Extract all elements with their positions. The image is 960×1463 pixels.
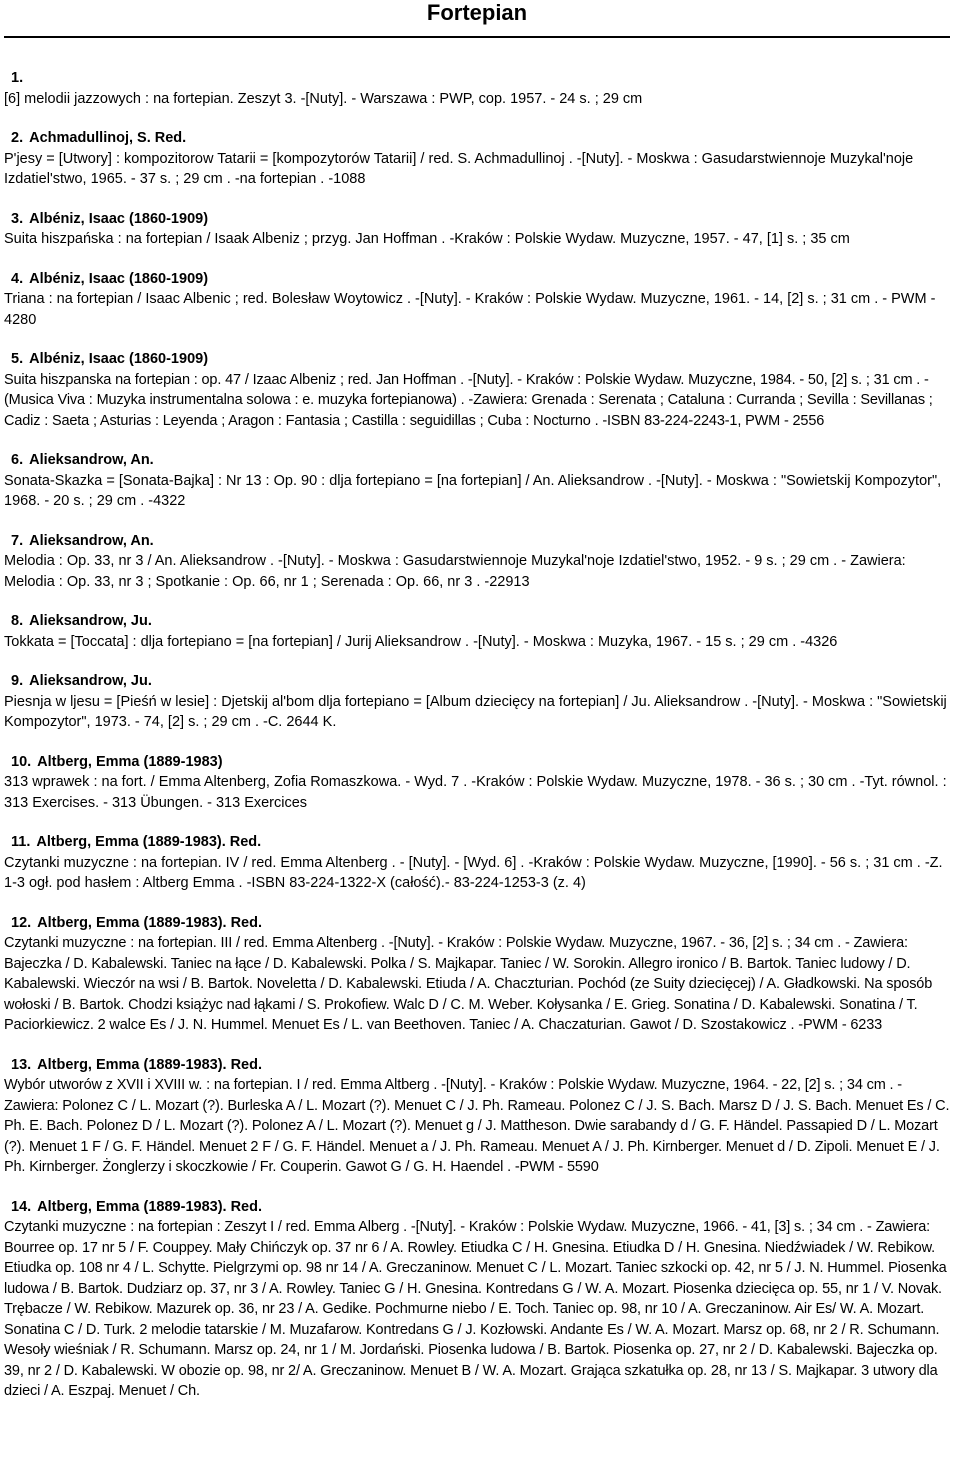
entry-author: Altberg, Emma (1889-1983). Red. <box>36 834 262 850</box>
entry-description: Melodia : Op. 33, nr 3 / An. Alieksandrow . -[Nuty]. - Moskwa : Gasudarstwiennoje Muzykal'noje Izdatiel'stwo, 1952. - 9 s. ; 29 cm . - Zawiera: Melodia : Op. 33, nr 3 ; Spotkanie : Op. 66, nr 1 ; Serenada : Op. 66, nr 3 . -22913 <box>4 553 906 590</box>
list-item <box>4 832 956 894</box>
page-title: Fortepian <box>426 0 528 25</box>
entry-description: Triana : na fortepian / Isaac Albenic ; red. Bolesław Woytowicz . -[Nuty]. - Kraków : Polskie Wydaw. Muzyczne, 1961. - 14, [2] s. ; 31 cm . - PWM - 4280 <box>4 291 936 328</box>
entry-number: 2. <box>11 130 24 146</box>
entry-author: Altberg, Emma (1889-1983). Red. <box>37 914 263 931</box>
entry-author: Altberg, Emma (1889-1983). Red. <box>37 1056 263 1073</box>
entry-description: Tokkata = [Toccata] : dlja fortepiano = [na fortepian] / Jurij Alieksandrow . -[Nuty]. - Moskwa : Muzyka, 1967. - 15 s. ; 29 cm . -4326 <box>4 633 838 650</box>
list-item <box>4 450 956 512</box>
entry-heading <box>4 68 956 89</box>
entry-number: 9. <box>11 673 24 689</box>
entry-author: Altberg, Emma (1889-1983). Red. <box>37 1198 263 1215</box>
list-item <box>4 128 956 190</box>
list-item <box>4 1055 956 1178</box>
entry-heading <box>4 832 956 853</box>
entry-heading <box>4 671 956 692</box>
entry-author: Altberg, Emma (1889-1983) <box>37 753 223 770</box>
entry-author: Alieksandrow, An. <box>29 532 154 549</box>
entry-number: 7. <box>11 532 24 549</box>
entry-heading <box>4 269 956 290</box>
list-item <box>4 349 956 431</box>
entry-heading <box>4 531 956 552</box>
entry-author: Alieksandrow, Ju. <box>29 613 152 629</box>
entry-author: Albéniz, Isaac (1860-1909) <box>29 351 209 367</box>
entry-heading <box>4 752 956 773</box>
entry-description: Suita hiszpańska : na fortepian / Isaak Albeniz ; przyg. Jan Hoffman . -Kraków : Polskie Wydaw. Muzyczne, 1957. - 47, [1] s. ; 35 cm <box>4 231 850 247</box>
entry-author: Albéniz, Isaac (1860-1909) <box>29 270 209 287</box>
entry-description: Suita hiszpanska na fortepian : op. 47 / Izaac Albeniz ; red. Jan Hoffman . -[Nuty]. - Kraków : Polskie Wydaw. Muzyczne, 1984. - 50, [2] s. ; 31 cm . -(Musica Viva : Muzyka instrumentalna solowa : e. muzyka fortepianowa) . -Zawiera: Grenada : Serenata ; Cataluna : Curranda ; Sevilla : Sevillanas ; Cadiz : Saeta ; Asturias : Leyenda ; Aragon : Fantasia ; Castilla : seguidillas ; Cuba : Nocturno . -ISBN 83-224-2243-1, PWM - 2556 <box>4 371 933 429</box>
entry-heading <box>4 450 956 471</box>
list-item <box>4 209 956 250</box>
entry-description: Czytanki muzyczne : na fortepian. IV / red. Emma Altenberg . - [Nuty]. - [Wyd. 6] . -Kraków : Polskie Wydaw. Muzyczne, [1990]. - 56 s. ; 31 cm . -Z. 1-3 ogł. pod hasłem : Altberg Emma . -ISBN 83-224-1322-X (całość).- 83-224-1253-3 (z. 4) <box>4 854 943 891</box>
entry-number: 12. <box>11 914 32 931</box>
list-item <box>4 531 956 593</box>
entry-number: 5. <box>11 351 24 367</box>
entry-number: 6. <box>11 452 24 468</box>
entry-number: 8. <box>11 613 24 629</box>
entry-number: 11. <box>11 834 31 850</box>
entry-author: Alieksandrow, An. <box>29 452 154 468</box>
entry-number: 14. <box>11 1198 32 1215</box>
list-item <box>4 269 956 331</box>
entry-heading <box>4 611 956 632</box>
entry-number: 13. <box>11 1056 32 1073</box>
entry-author: Alieksandrow, Ju. <box>29 673 152 689</box>
entry-number: 3. <box>11 210 24 227</box>
list-item <box>4 1197 956 1402</box>
title-row <box>4 0 950 38</box>
entry-description: Piesnja w ljesu = [Pieśń w lesie] : Djetskij al'bom dlja fortepiano = [Album dziecięcy na fortepian] / Ju. Alieksandrow . -[Nuty]. - Moskwa : "Sowietskij Kompozytor", 1973. - 74, [2] s. ; 29 cm . -C. 2644 K. <box>4 693 947 730</box>
entry-heading <box>4 128 956 149</box>
entry-heading <box>4 1197 956 1218</box>
entry-description: 313 wprawek : na fort. / Emma Altenberg, Zofia Romaszkowa. - Wyd. 7 . -Kraków : Polskie Wydaw. Muzyczne, 1978. - 36 s. ; 30 cm . -Tyt. równol. : 313 Exercises. - 313 Übungen. - 313 Exercices <box>4 774 947 811</box>
entry-number: 4. <box>11 270 24 287</box>
entry-heading <box>4 349 956 370</box>
list-item <box>4 913 956 1036</box>
entry-description: Czytanki muzyczne : na fortepian : Zeszyt I / red. Emma Alberg . -[Nuty]. - Kraków : Polskie Wydaw. Muzyczne, 1966. - 41, [3] s. ; 34 cm . - Zawiera: Bourree op. 17 nr 5 / F. Couppey. Mały Chińczyk op. 37 nr 6 / A. Rowley. Etiudka C / H. Gnesina. Etiudka D / H. Gnesina. Niedźwiadek / W. Rebikow. Etiudka op. 108 nr 4 / L. Schytte. Pielgrzymi op. 98 nr 14 / A. Greczaninow. Menuet C / L. Mozart. Taniec szkocki op. 42, nr 5 / J. N. Hummel. Piosenka ludowa / B. Bartok. Dudziarz op. 37, nr 3 / A. Rowley. Taniec G / H. Gnesina. Kontredans G / W. A. Mozart. Piosenka dziecięca op. 55, nr 1 / V. Novak. Trębacze / W. Rebikow. Mazurek op. 36, nr 23 / A. Gedike. Pochmurne niebo / E. Toch. Taniec op. 98, nr 10 / A. Greczaninow. Air Es/ W. A. Mozart. Sonatina C / D. Turk. 2 melodie tatarskie / M. Muzafarow. Kontredans G / J. Kozłowski. Andante Es / W. A. Mozart. Marsz op. 68, nr 2 / R. Schumann. Wesoły wieśniak / R. Schumann. Marsz op. 24, nr 1 / M. Jordański. Piosenka ludowa / B. Bartok. Piosenka op. 27, nr 2 / D. Kabalewski. Bajeczka op. 39, nr 2 / D. Kabalewski. W obozie op. 98, nr 2/ A. Greczaninow. Menuet B / W. A. Mozart. Grająca szkatułka op. 28, nr 13 / S. Majkapar. 3 utwory dla dzieci / A. Eszpaj. Menuet / Ch. <box>4 1219 947 1399</box>
list-item <box>4 68 956 109</box>
entry-author: Albéniz, Isaac (1860-1909) <box>29 210 209 227</box>
entry-description: P'jesy = [Utwory] : kompozitorow Tatarii = [kompozytorów Tatarii] / red. S. Achmadullinoj . -[Nuty]. - Moskwa : Gasudarstwiennoje Muzykal'noje Izdatiel'stwo, 1965. - 37 s. ; 29 cm . -na fortepian . -1088 <box>4 150 914 187</box>
entry-heading <box>4 1055 956 1076</box>
entry-description: [6] melodii jazzowych : na fortepian. Zeszyt 3. -[Nuty]. - Warszawa : PWP, cop. 1957. - 24 s. ; 29 cm <box>4 90 643 107</box>
entry-author: Achmadullinoj, S. Red. <box>29 130 187 146</box>
entry-heading <box>4 209 956 230</box>
entry-description: Czytanki muzyczne : na fortepian. III / red. Emma Altenberg . -[Nuty]. - Kraków : Polskie Wydaw. Muzyczne, 1967. - 36, [2] s. ; 34 cm . - Zawiera: Bajeczka / D. Kabalewski. Taniec na łące / D. Kabalewski. Polka / S. Majkapar. Taniec / W. Sorokin. Allegro ironico / B. Bartok. Taniec ludowy / D. Kabalewski. Wieczór na wsi / B. Bartok. Noveletta / D. Kabalewski. Etiuda / A. Chaczturian. Pochód (ze Suity dziecięcej) / A. Gładkowski. Na sposób wołoski / B. Bartok. Chodzi książyc nad łąkami / S. Prokofiew. Walc D / C. M. Weber. Kołysanka / E. Grieg. Sonatina / D. Kabalewski. Sonatina / T. Paciorkiewicz. 2 walce Es / J. N. Hummel. Menuet Es / L. van Beethoven. Taniec / A. Chaczaturian. Gawot / D. Szostakowicz . -PWM - 6233 <box>4 935 933 1033</box>
list-item <box>4 671 956 733</box>
entry-list <box>4 68 956 1402</box>
entry-number: 10. <box>11 753 32 770</box>
entry-heading <box>4 913 956 934</box>
entry-number: 1. <box>11 70 24 86</box>
entry-description: Wybór utworów z XVII i XVIII w. : na fortepian. I / red. Emma Altberg . -[Nuty]. - Kraków : Polskie Wydaw. Muzyczne, 1964. - 22, [2] s. ; 34 cm . -Zawiera: Polonez C / L. Mozart (?). Burleska A / L. Mozart (?). Menuet C / J. Ph. Rameau. Polonez C / J. S. Bach. Marsz D / J. S. Bach. Menuet Es / C. Ph. E. Bach. Polonez D / L. Mozart (?). Polonez A / L. Mozart (?). Menuet g / J. Mattheson. Dwie sarabandy d / G. F. Händel. Passapied D / L. Mozart (?). Menuet 1 F / G. F. Händel. Menuet 2 F / G. F. Händel. Menuet a / J. Ph. Rameau. Menuet A / J. Ph. Kirnberger. Menuet d / D. Zipoli. Menuet E / J. Ph. Kirnberger. Żonglerzy i skoczkowie / Fr. Couperin. Gawot G / G. H. Haendel . -PWM - 5590 <box>4 1077 950 1175</box>
entry-description: Sonata-Skazka = [Sonata-Bajka] : Nr 13 : Op. 90 : dlja fortepiano = [na fortepian] / An. Alieksandrow . -[Nuty]. - Moskwa : "Sowietskij Kompozytor", 1968. - 20 s. ; 29 cm . -4322 <box>4 472 942 509</box>
list-item <box>4 611 956 652</box>
list-item <box>4 752 956 814</box>
